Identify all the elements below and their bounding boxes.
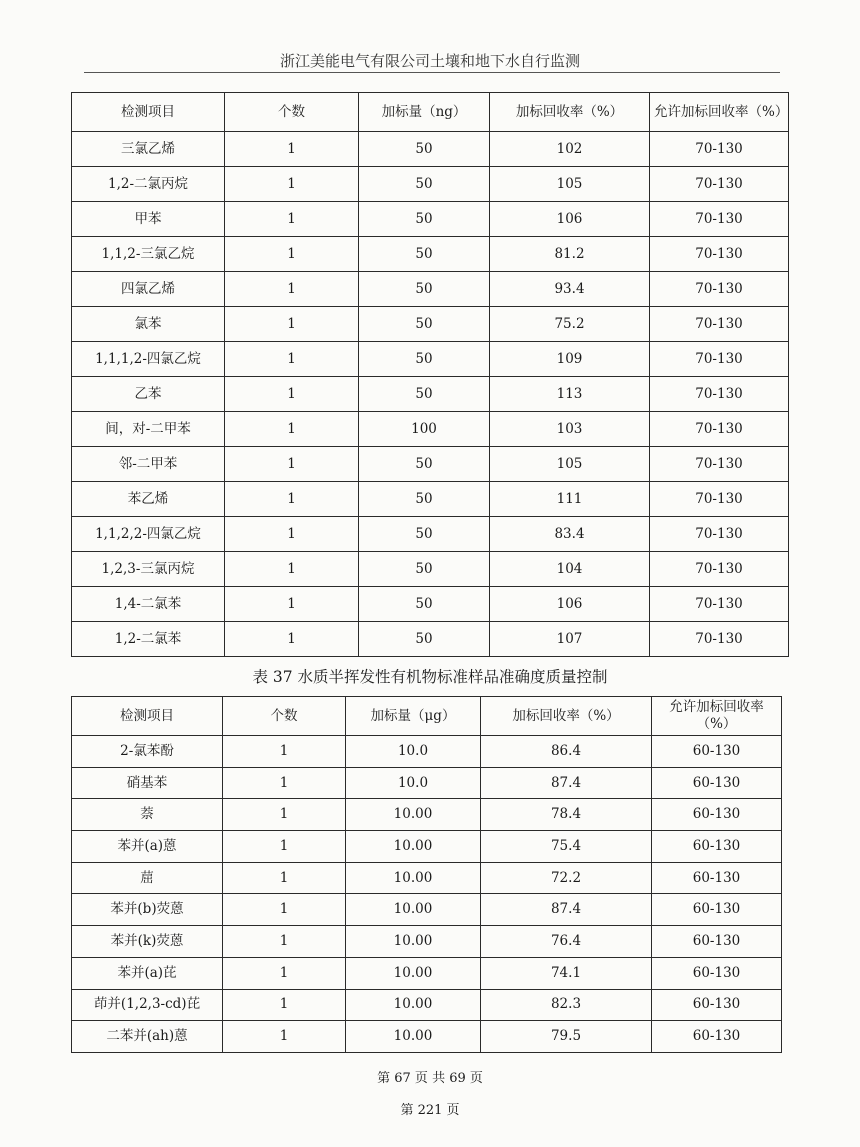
cell-recovery: 75.2 xyxy=(490,307,650,342)
cell-spike-amount: 50 xyxy=(359,377,490,412)
table-row xyxy=(72,1021,782,1053)
cell-spike-amount: 50 xyxy=(359,307,490,342)
cell-recovery: 103 xyxy=(490,412,650,447)
cell-spike-amount: 10.00 xyxy=(346,831,481,863)
cell-item: 硝基苯 xyxy=(72,767,223,799)
col-header-spike-amount: 加标量（μg） xyxy=(346,697,481,736)
cell-spike-amount: 10.0 xyxy=(346,767,481,799)
cell-allowed-recovery: 70-130 xyxy=(650,622,789,657)
cell-count: 1 xyxy=(223,736,346,768)
cell-allowed-recovery: 60-130 xyxy=(652,926,782,958)
cell-item: 苯乙烯 xyxy=(72,482,225,517)
cell-spike-amount: 50 xyxy=(359,167,490,202)
table-row xyxy=(72,894,782,926)
cell-item: 1,1,2,2-四氯乙烷 xyxy=(72,517,225,552)
cell-count: 1 xyxy=(225,307,359,342)
table-row xyxy=(72,552,789,587)
cell-recovery: 106 xyxy=(490,202,650,237)
header-rule xyxy=(84,72,780,73)
page-number-total: 第 221 页 xyxy=(400,1103,460,1118)
table-row xyxy=(72,237,789,272)
cell-spike-amount: 10.00 xyxy=(346,799,481,831)
table-row xyxy=(72,202,789,237)
cell-count: 1 xyxy=(223,926,346,958)
table-row xyxy=(72,622,789,657)
cell-allowed-recovery: 70-130 xyxy=(650,307,789,342)
cell-item: 茚并(1,2,3-cd)芘 xyxy=(72,989,223,1021)
col-header-recovery: 加标回收率（%） xyxy=(481,697,652,736)
cell-allowed-recovery: 70-130 xyxy=(650,132,789,167)
cell-item: 苯并(a)蒽 xyxy=(72,831,223,863)
cell-spike-amount: 100 xyxy=(359,412,490,447)
cell-allowed-recovery: 70-130 xyxy=(650,482,789,517)
cell-item: 1,4-二氯苯 xyxy=(72,587,225,622)
cell-spike-amount: 10.00 xyxy=(346,862,481,894)
table-row xyxy=(72,272,789,307)
cell-count: 1 xyxy=(225,237,359,272)
table-row xyxy=(72,799,782,831)
table-row xyxy=(72,926,782,958)
cell-spike-amount: 50 xyxy=(359,447,490,482)
cell-recovery: 105 xyxy=(490,167,650,202)
cell-allowed-recovery: 60-130 xyxy=(652,957,782,989)
cell-count: 1 xyxy=(225,552,359,587)
cell-recovery: 78.4 xyxy=(481,799,652,831)
table-row xyxy=(72,412,789,447)
table-header-row xyxy=(72,697,782,736)
col-header-recovery: 加标回收率（%） xyxy=(490,93,650,132)
cell-item: 苯并(a)芘 xyxy=(72,957,223,989)
cell-allowed-recovery: 70-130 xyxy=(650,552,789,587)
cell-allowed-recovery: 60-130 xyxy=(652,862,782,894)
cell-spike-amount: 10.00 xyxy=(346,894,481,926)
cell-recovery: 75.4 xyxy=(481,831,652,863)
table-row xyxy=(72,767,782,799)
cell-allowed-recovery: 70-130 xyxy=(650,412,789,447)
cell-item: 1,2-二氯苯 xyxy=(72,622,225,657)
cell-allowed-recovery: 60-130 xyxy=(652,799,782,831)
cell-allowed-recovery: 60-130 xyxy=(652,831,782,863)
cell-spike-amount: 50 xyxy=(359,552,490,587)
cell-recovery: 106 xyxy=(490,587,650,622)
cell-item: 萘 xyxy=(72,799,223,831)
cell-spike-amount: 50 xyxy=(359,237,490,272)
cell-allowed-recovery: 70-130 xyxy=(650,167,789,202)
table-caption: 表 37 水质半挥发性有机物标准样品准确度质量控制 xyxy=(252,668,608,686)
col-header-spike-amount: 加标量（ng） xyxy=(359,93,490,132)
cell-spike-amount: 50 xyxy=(359,517,490,552)
cell-count: 1 xyxy=(225,622,359,657)
table-row xyxy=(72,736,782,768)
cell-spike-amount: 50 xyxy=(359,482,490,517)
cell-recovery: 79.5 xyxy=(481,1021,652,1053)
cell-recovery: 93.4 xyxy=(490,272,650,307)
col-header-item: 检测项目 xyxy=(72,93,225,132)
cell-spike-amount: 10.00 xyxy=(346,957,481,989)
cell-item: 䓛 xyxy=(72,862,223,894)
document-header: 浙江美能电气有限公司土壤和地下水自行监测 xyxy=(279,52,580,70)
cell-recovery: 76.4 xyxy=(481,926,652,958)
table-header-row xyxy=(72,93,789,132)
table-row xyxy=(72,831,782,863)
cell-allowed-recovery: 70-130 xyxy=(650,587,789,622)
cell-allowed-recovery: 60-130 xyxy=(652,736,782,768)
cell-count: 1 xyxy=(225,517,359,552)
cell-item: 1,1,1,2-四氯乙烷 xyxy=(72,342,225,377)
cell-item: 苯并(k)荧蒽 xyxy=(72,926,223,958)
cell-spike-amount: 10.00 xyxy=(346,989,481,1021)
table-row xyxy=(72,377,789,412)
cell-count: 1 xyxy=(223,862,346,894)
table-voc-spike-recovery xyxy=(71,92,789,657)
cell-spike-amount: 50 xyxy=(359,132,490,167)
table-row xyxy=(72,307,789,342)
cell-spike-amount: 10.0 xyxy=(346,736,481,768)
cell-allowed-recovery: 70-130 xyxy=(650,517,789,552)
table-row xyxy=(72,587,789,622)
cell-item: 1,2-二氯丙烷 xyxy=(72,167,225,202)
cell-count: 1 xyxy=(223,799,346,831)
cell-count: 1 xyxy=(225,482,359,517)
cell-recovery: 102 xyxy=(490,132,650,167)
table-row xyxy=(72,989,782,1021)
cell-recovery: 87.4 xyxy=(481,894,652,926)
col-header-allowed-recovery: 允许加标回收率（%） xyxy=(652,697,782,736)
cell-allowed-recovery: 70-130 xyxy=(650,237,789,272)
cell-count: 1 xyxy=(225,377,359,412)
cell-count: 1 xyxy=(225,132,359,167)
cell-allowed-recovery: 60-130 xyxy=(652,1021,782,1053)
col-header-count: 个数 xyxy=(225,93,359,132)
table-row xyxy=(72,482,789,517)
cell-item: 氯苯 xyxy=(72,307,225,342)
cell-item: 苯并(b)荧蒽 xyxy=(72,894,223,926)
cell-recovery: 86.4 xyxy=(481,736,652,768)
cell-allowed-recovery: 60-130 xyxy=(652,767,782,799)
cell-allowed-recovery: 70-130 xyxy=(650,202,789,237)
cell-item: 1,2,3-三氯丙烷 xyxy=(72,552,225,587)
cell-count: 1 xyxy=(223,1021,346,1053)
cell-item: 甲苯 xyxy=(72,202,225,237)
cell-item: 四氯乙烯 xyxy=(72,272,225,307)
col-header-item: 检测项目 xyxy=(72,697,223,736)
table-row xyxy=(72,862,782,894)
cell-spike-amount: 50 xyxy=(359,342,490,377)
cell-allowed-recovery: 70-130 xyxy=(650,447,789,482)
cell-count: 1 xyxy=(225,272,359,307)
table-row xyxy=(72,342,789,377)
cell-count: 1 xyxy=(223,831,346,863)
table-row xyxy=(72,132,789,167)
cell-allowed-recovery: 60-130 xyxy=(652,894,782,926)
cell-count: 1 xyxy=(225,447,359,482)
cell-count: 1 xyxy=(225,587,359,622)
cell-item: 2-氯苯酚 xyxy=(72,736,223,768)
table-row xyxy=(72,957,782,989)
cell-spike-amount: 50 xyxy=(359,622,490,657)
cell-spike-amount: 50 xyxy=(359,587,490,622)
cell-recovery: 104 xyxy=(490,552,650,587)
cell-item: 二苯并(ah)蒽 xyxy=(72,1021,223,1053)
cell-recovery: 74.1 xyxy=(481,957,652,989)
table-row xyxy=(72,447,789,482)
cell-item: 间，对-二甲苯 xyxy=(72,412,225,447)
cell-count: 1 xyxy=(225,202,359,237)
col-header-count: 个数 xyxy=(223,697,346,736)
cell-recovery: 109 xyxy=(490,342,650,377)
cell-item: 乙苯 xyxy=(72,377,225,412)
cell-recovery: 83.4 xyxy=(490,517,650,552)
cell-spike-amount: 50 xyxy=(359,272,490,307)
table-row xyxy=(72,167,789,202)
cell-recovery: 113 xyxy=(490,377,650,412)
table-svoc-standard-accuracy xyxy=(71,696,782,1053)
cell-recovery: 107 xyxy=(490,622,650,657)
cell-allowed-recovery: 70-130 xyxy=(650,342,789,377)
cell-spike-amount: 50 xyxy=(359,202,490,237)
cell-recovery: 82.3 xyxy=(481,989,652,1021)
cell-recovery: 105 xyxy=(490,447,650,482)
cell-count: 1 xyxy=(225,342,359,377)
col-header-allowed-recovery: 允许加标回收率（%） xyxy=(650,93,789,132)
cell-recovery: 81.2 xyxy=(490,237,650,272)
cell-count: 1 xyxy=(225,412,359,447)
cell-recovery: 111 xyxy=(490,482,650,517)
cell-item: 1,1,2-三氯乙烷 xyxy=(72,237,225,272)
cell-allowed-recovery: 70-130 xyxy=(650,377,789,412)
cell-count: 1 xyxy=(225,167,359,202)
table2-body xyxy=(72,736,782,1053)
cell-count: 1 xyxy=(223,894,346,926)
cell-spike-amount: 10.00 xyxy=(346,1021,481,1053)
cell-item: 邻-二甲苯 xyxy=(72,447,225,482)
cell-allowed-recovery: 70-130 xyxy=(650,272,789,307)
cell-count: 1 xyxy=(223,957,346,989)
table1-body xyxy=(72,132,789,657)
cell-count: 1 xyxy=(223,989,346,1021)
cell-count: 1 xyxy=(223,767,346,799)
cell-allowed-recovery: 60-130 xyxy=(652,989,782,1021)
cell-item: 三氯乙烯 xyxy=(72,132,225,167)
page-number: 第 67 页 共 69 页 xyxy=(377,1071,483,1086)
cell-spike-amount: 10.00 xyxy=(346,926,481,958)
cell-recovery: 72.2 xyxy=(481,862,652,894)
table-row xyxy=(72,517,789,552)
cell-recovery: 87.4 xyxy=(481,767,652,799)
